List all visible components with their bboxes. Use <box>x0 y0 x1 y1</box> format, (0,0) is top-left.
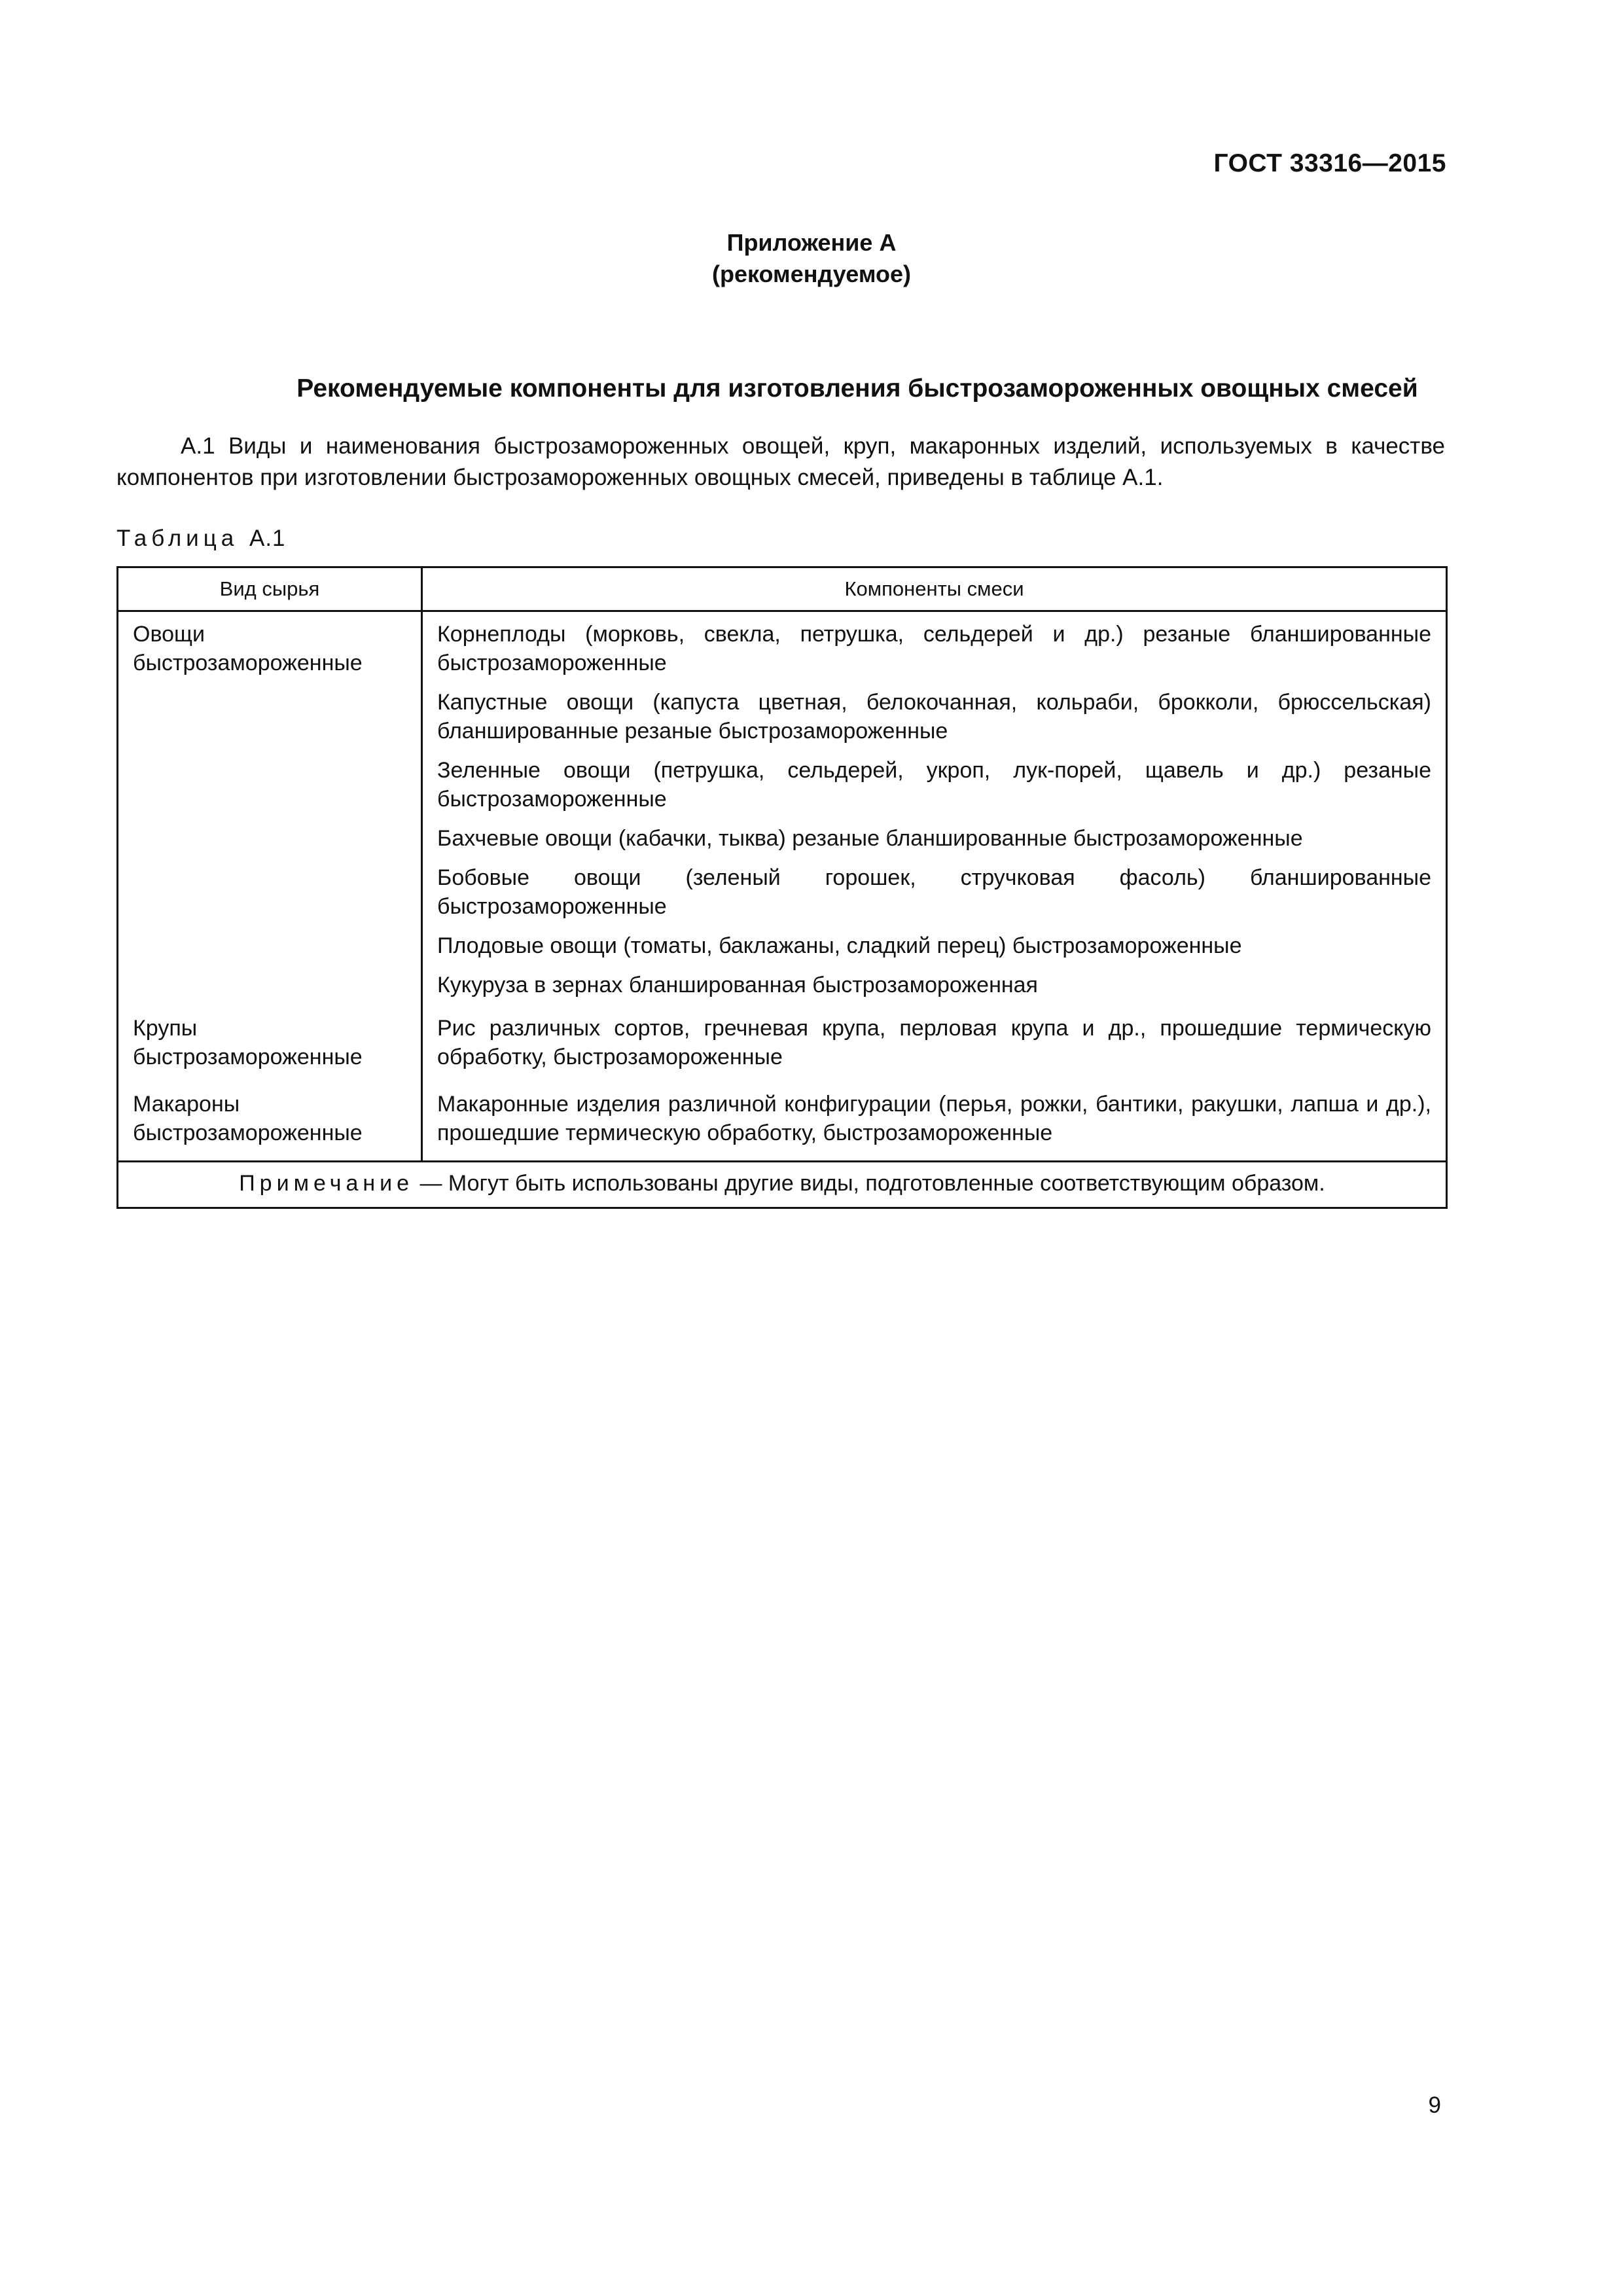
components-cell <box>422 611 1447 1000</box>
table-caption-label: Таблица <box>116 526 239 551</box>
intro-paragraph <box>116 431 1445 493</box>
header-components: Компоненты смеси <box>422 567 1447 611</box>
document-code: ГОСТ 33316—2015 <box>1213 149 1446 177</box>
intro-paragraph-text: А.1 Виды и наименования быстрозамороженных овощей, круп, макаронных изделий, используемых в качестве компонентов при изготовлении быстрозамороженных овощных смесей, приведены в таблице А.1. <box>116 433 1445 490</box>
table-note-row <box>118 1162 1447 1208</box>
note-text: — Могут быть использованы другие виды, подготовленные соответствующим образом. <box>414 1171 1325 1196</box>
kind-label-pasta: Макароны быстрозамороженные <box>133 1092 363 1145</box>
component-item: Плодовые овощи (томаты, баклажаны, сладкий перец) быстрозамороженные <box>437 933 1242 958</box>
component-item: Капустные овощи (капуста цветная, белокочанная, кольраби, брокколи, брюссельская) бланшированные резаные быстрозамороженные <box>437 690 1431 744</box>
component-item: Рис различных сортов, гречневая крупа, перловая крупа и др., прошедшие термическую обработку, быстрозамороженные <box>437 1016 1431 1069</box>
component-item: Зеленные овощи (петрушка, сельдерей, укроп, лук-порей, щавель и др.) резаные быстрозамороженные <box>437 758 1431 812</box>
kind-cell <box>118 999 422 1071</box>
components-table <box>116 566 1448 1209</box>
components-cell <box>422 1071 1447 1162</box>
kind-cell <box>118 611 422 1000</box>
component-item: Бобовые овощи (зеленый горошек, стручковая фасоль) бланшированные быстрозамороженные <box>437 865 1431 919</box>
kind-label-vegetables: Овощи быстрозамороженные <box>133 622 363 675</box>
components-cell <box>422 999 1447 1071</box>
note-label: Примечание <box>239 1171 414 1196</box>
page-number: 9 <box>1428 2092 1441 2118</box>
component-item: Кукуруза в зернах бланшированная быстрозамороженная <box>437 973 1038 997</box>
table-caption <box>116 526 286 552</box>
appendix-status: (рекомендуемое) <box>712 260 911 287</box>
table-caption-number: А.1 <box>249 526 286 551</box>
component-item: Бахчевые овощи (кабачки, тыква) резаные бланшированные быстрозамороженные <box>437 826 1303 851</box>
kind-cell <box>118 1071 422 1162</box>
components-table-wrapper <box>116 566 1446 1209</box>
table-row-pasta <box>118 1071 1447 1162</box>
kind-label-cereals: Крупы быстрозамороженные <box>133 1016 363 1069</box>
table-header-row <box>118 567 1447 611</box>
appendix-title: Приложение А <box>726 229 897 256</box>
component-item: Корнеплоды (морковь, свекла, петрушка, сельдерей и др.) резаные бланшированные быстрозамороженные <box>437 622 1431 675</box>
header-raw-material: Вид сырья <box>118 567 422 611</box>
component-item: Макаронные изделия различной конфигурации (перья, рожки, бантики, ракушки, лапша и др.), прошедшие термическую обработку, быстрозамороженные <box>437 1092 1431 1145</box>
section-title: Рекомендуемые компоненты для изготовления быстрозамороженных овощных смесей <box>296 374 1418 403</box>
table-note <box>118 1162 1447 1208</box>
table-row-vegetables <box>118 611 1447 1000</box>
appendix-heading <box>0 227 1623 290</box>
table-row-cereals <box>118 999 1447 1071</box>
